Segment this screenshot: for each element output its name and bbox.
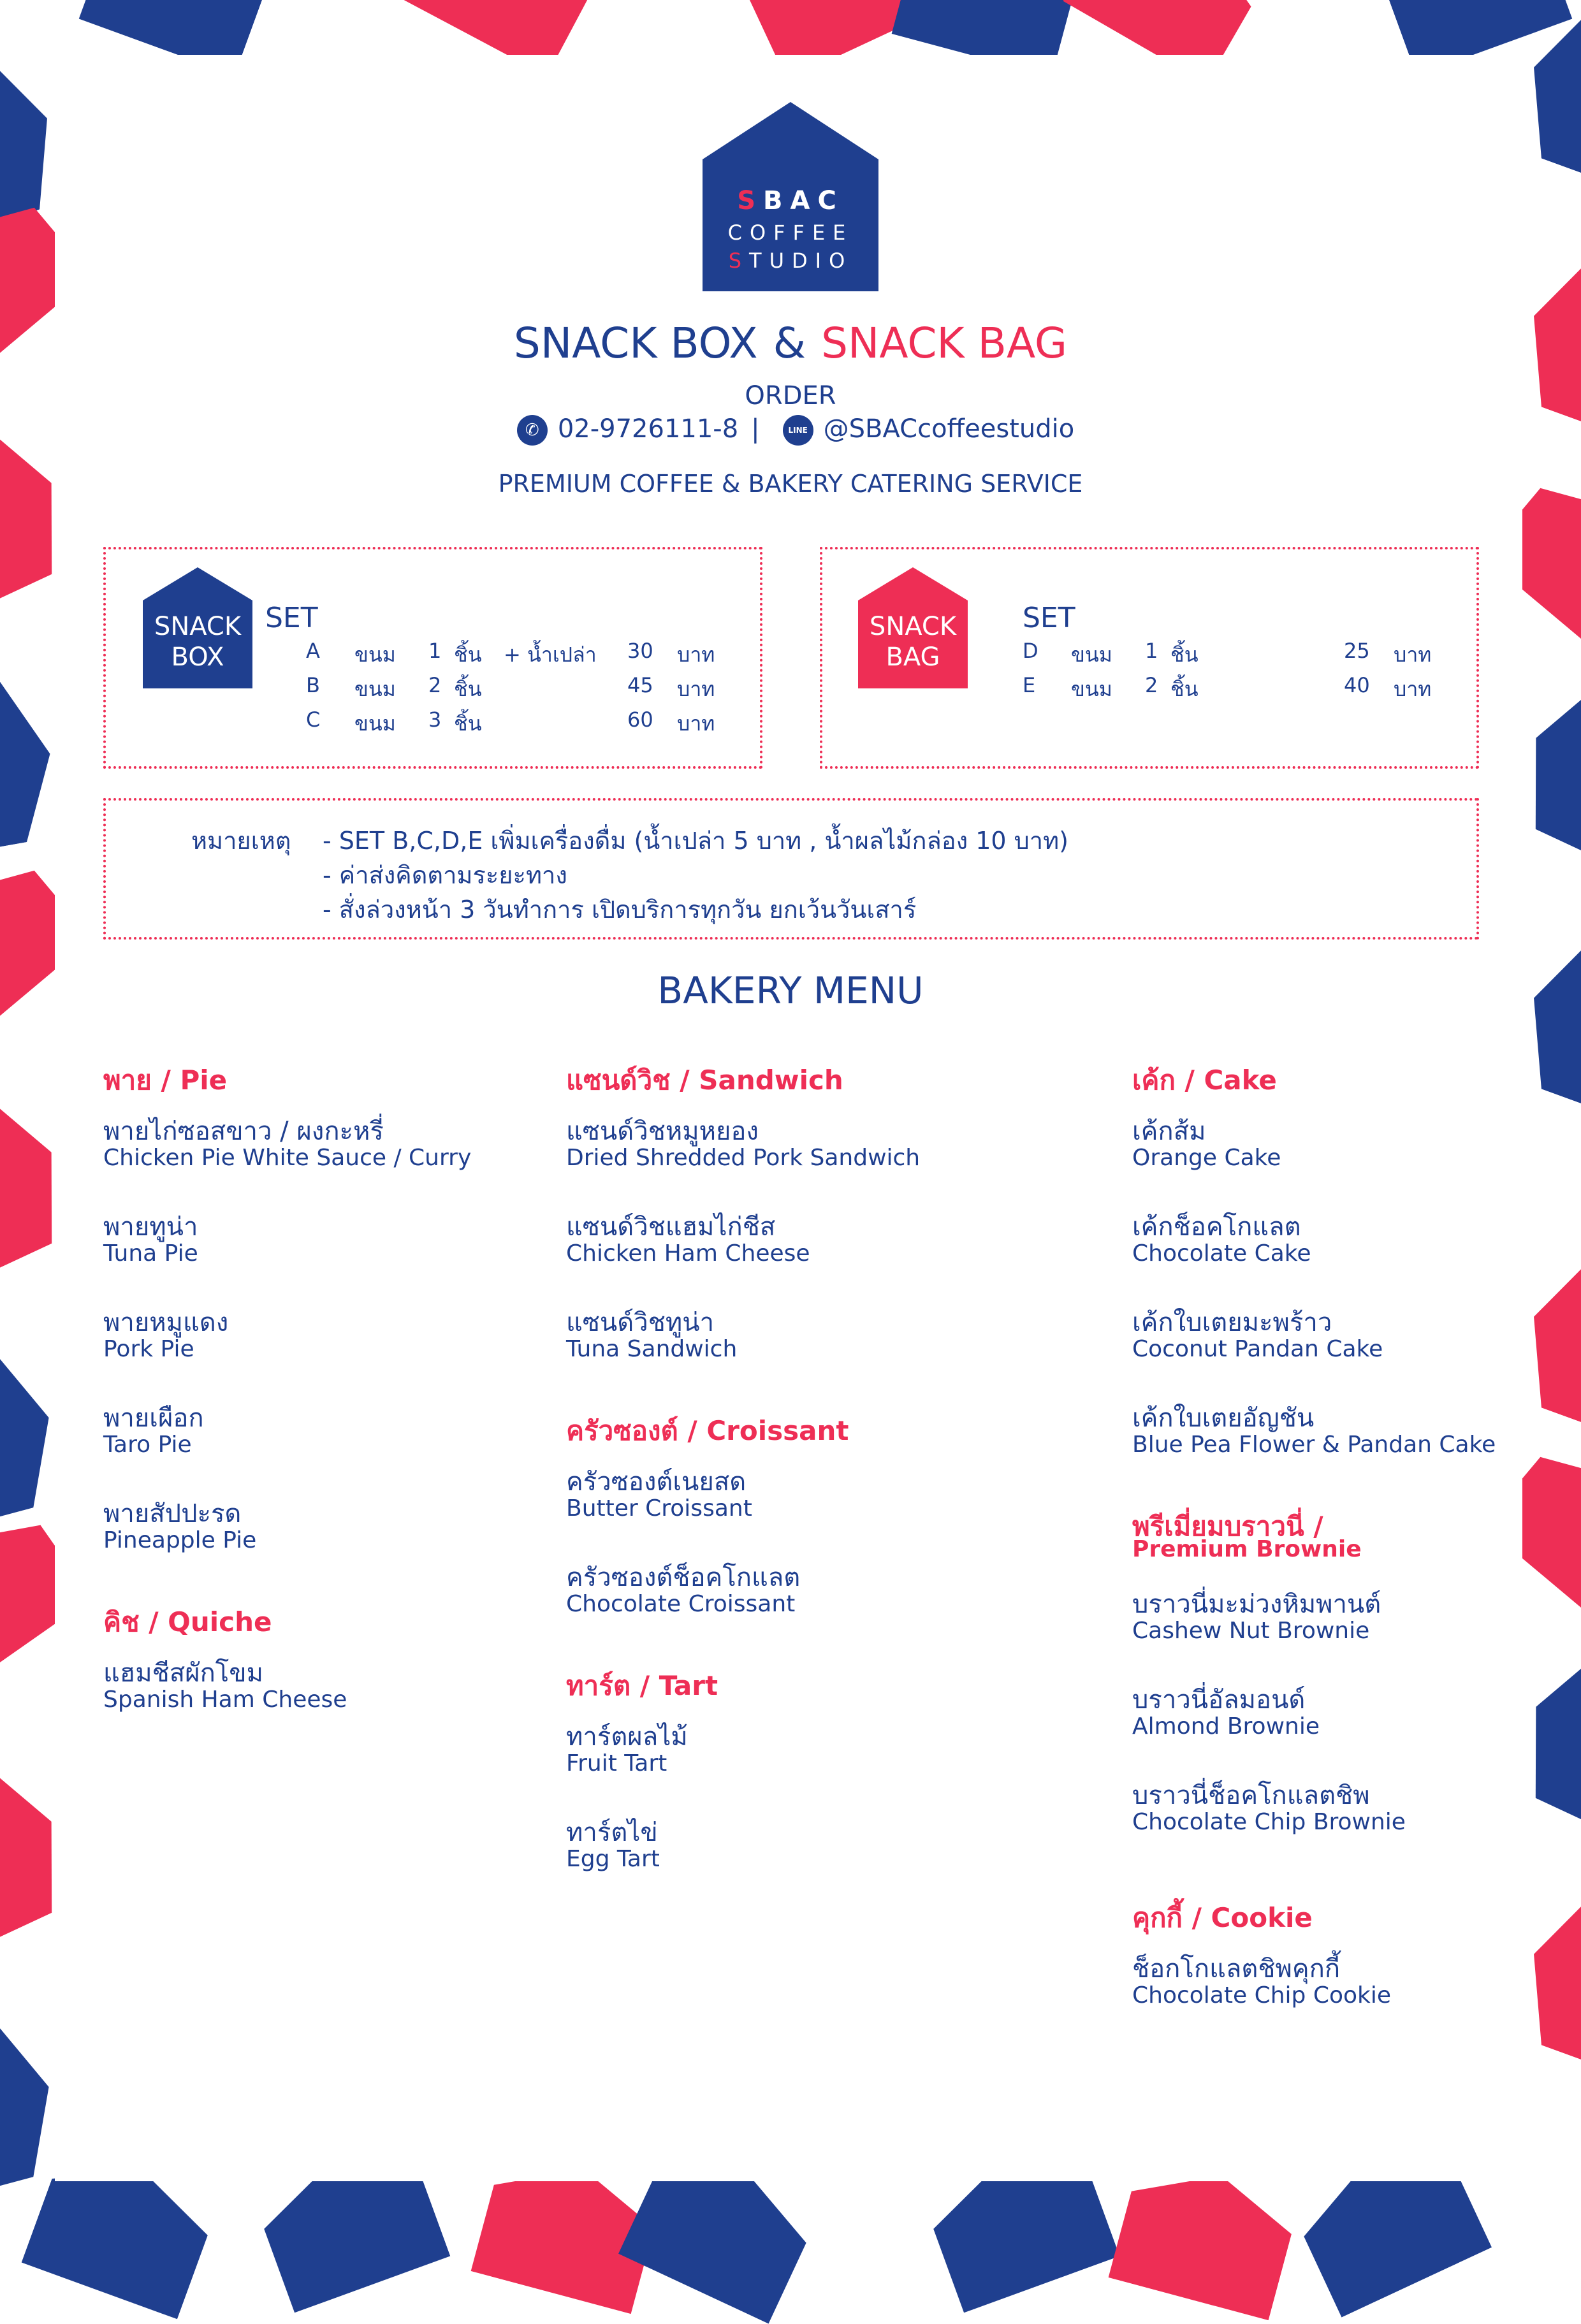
- menu-item-en: Cashew Nut Brownie: [1132, 1618, 1370, 1644]
- set-item: ขนม: [354, 677, 396, 701]
- menu-item-th: บราวนี่มะม่วงหิมพานต์: [1132, 1590, 1381, 1619]
- category-brownie-title: พรีเมี่ยมบราวนี่ /: [1132, 1511, 1323, 1542]
- phone-icon: ✆: [517, 415, 548, 446]
- set-unit: ชิ้น: [1170, 677, 1198, 701]
- category-tart-title: ทาร์ต / Tart: [566, 1670, 718, 1701]
- contact-separator: |: [751, 414, 760, 444]
- note-line: - สั่งล่วงหน้า 3 วันทำการ เปิดบริการทุกวัน ยกเว้นวันเสาร์: [323, 896, 917, 924]
- set-code: C: [306, 708, 321, 732]
- menu-item-en: Taro Pie: [103, 1432, 192, 1458]
- menu-item-en: Egg Tart: [566, 1846, 660, 1872]
- set-currency: บาท: [677, 643, 715, 667]
- snack-box-set-label: SET: [265, 602, 318, 634]
- set-price: 30: [627, 639, 653, 663]
- menu-item-th: แฮมชีสผักโขม: [103, 1659, 263, 1688]
- menu-item-en: Chicken Ham Cheese: [566, 1240, 810, 1267]
- set-item: ขนม: [1071, 643, 1112, 667]
- set-unit: ชิ้น: [454, 643, 482, 667]
- set-qty: 2: [428, 673, 442, 697]
- menu-item-en: Spanish Ham Cheese: [103, 1687, 347, 1713]
- menu-item-th: เค้กส้ม: [1132, 1117, 1206, 1146]
- set-unit: ชิ้น: [1170, 643, 1198, 667]
- menu-item-th: เค้กช็อคโกแลต: [1132, 1212, 1301, 1242]
- logo-rest-letters: TUDIO: [749, 249, 853, 273]
- category-croissant-title: ครัวซองต์ / Croissant: [566, 1415, 849, 1446]
- menu-item-en: Coconut Pandan Cake: [1132, 1336, 1383, 1362]
- contact-row: [0, 414, 1581, 446]
- logo-line-3: [703, 249, 878, 273]
- bakery-menu-title: BAKERY MENU: [657, 969, 924, 1012]
- menu-item-th: แซนด์วิชทูน่า: [566, 1308, 715, 1337]
- menu-item-en: Pineapple Pie: [103, 1527, 257, 1553]
- menu-item-th: ทาร์ตผลไม้: [566, 1722, 688, 1752]
- menu-item-en: Chocolate Croissant: [566, 1591, 796, 1617]
- menu-item-th: พายสัปปะรด: [103, 1499, 242, 1529]
- snack-box-badge-line1: SNACK: [154, 612, 242, 641]
- snack-bag-row: [0, 639, 1581, 667]
- tagline: PREMIUM COFFEE & BAKERY CATERING SERVICE: [498, 470, 1083, 498]
- logo-line-1: [703, 186, 878, 215]
- title-amp: &: [773, 319, 806, 368]
- menu-item-en: Orange Cake: [1132, 1145, 1281, 1171]
- snack-bag-badge: [858, 567, 968, 688]
- menu-item-th: บราวนี่อัลมอนด์: [1132, 1685, 1306, 1715]
- menu-item-th: บราวนี่ช็อคโกแลตชิพ: [1132, 1781, 1370, 1810]
- menu-item-th: พายหมูแดง: [103, 1308, 229, 1337]
- menu-item-en: Fruit Tart: [566, 1750, 667, 1776]
- set-qty: 1: [1145, 639, 1158, 663]
- menu-item-th: แซนด์วิชแฮมไก่ชีส: [566, 1212, 776, 1242]
- notes-label: หมายเหตุ: [191, 827, 291, 855]
- menu-item-th: ครัวซองต์ช็อคโกแลต: [566, 1563, 801, 1592]
- menu-item-en: Butter Croissant: [566, 1495, 752, 1521]
- logo-rest-letters: BAC: [763, 186, 844, 215]
- snack-bag-badge-line1: SNACK: [869, 612, 957, 641]
- set-qty: 1: [428, 639, 442, 663]
- menu-item-en: Chicken Pie White Sauce / Curry: [103, 1145, 472, 1171]
- menu-item-en: Chocolate Chip Brownie: [1132, 1809, 1406, 1835]
- set-code: E: [1023, 673, 1036, 697]
- menu-item-en: Dried Shredded Pork Sandwich: [566, 1145, 921, 1171]
- logo-accent-letter: S: [728, 249, 750, 273]
- title-snack-bag: SNACK BAG: [821, 319, 1068, 368]
- category-pie-title: พาย / Pie: [103, 1064, 228, 1096]
- menu-item-en: Tuna Sandwich: [566, 1336, 738, 1362]
- menu-item-en: Chocolate Cake: [1132, 1240, 1311, 1267]
- order-label: ORDER: [745, 381, 836, 410]
- menu-item-th: พายไก่ซอสขาว / ผงกะหรี่: [103, 1117, 384, 1146]
- page-title: [0, 319, 1581, 368]
- menu-item-th: เค้กใบเตยมะพร้าว: [1132, 1308, 1332, 1337]
- category-cake-title: เค้ก / Cake: [1132, 1064, 1277, 1096]
- menu-item-en: Tuna Pie: [103, 1240, 198, 1267]
- menu-item-en: Almond Brownie: [1132, 1713, 1320, 1739]
- menu-item-th: แซนด์วิชหมูหยอง: [566, 1117, 759, 1146]
- title-snack-box: SNACK BOX: [513, 319, 758, 368]
- set-price: 40: [1344, 673, 1370, 697]
- logo-accent-letter: S: [737, 186, 763, 215]
- menu-item-th: พายเผือก: [103, 1404, 204, 1433]
- set-code: A: [306, 639, 320, 663]
- menu-item-th: เค้กใบเตยอัญชัน: [1132, 1404, 1315, 1433]
- snack-box-badge-line2: BOX: [171, 643, 224, 672]
- set-item: ขนม: [354, 643, 396, 667]
- menu-item-en: Pork Pie: [103, 1336, 194, 1362]
- set-qty: 3: [428, 708, 442, 732]
- set-qty: 2: [1145, 673, 1158, 697]
- set-price: 25: [1344, 639, 1370, 663]
- menu-item-en: Blue Pea Flower & Pandan Cake: [1132, 1432, 1496, 1458]
- note-line: - ค่าส่งคิดตามระยะทาง: [323, 861, 567, 889]
- note-line: - SET B,C,D,E เพิ่มเครื่องดื่ม (น้ำเปล่า 5 บาท , น้ำผลไม้กล่อง 10 บาท): [323, 827, 1068, 855]
- menu-item-en: Chocolate Chip Cookie: [1132, 1982, 1392, 2008]
- set-code: B: [306, 673, 320, 697]
- set-item: ขนม: [354, 711, 396, 736]
- menu-item-th: ทาร์ตไข่: [566, 1818, 658, 1847]
- sbac-logo: [703, 102, 878, 291]
- category-quiche-title: คิช / Quiche: [103, 1606, 272, 1638]
- snack-box-badge: [143, 567, 252, 688]
- line-chat-icon: LINE: [783, 415, 813, 446]
- set-code: D: [1023, 639, 1038, 663]
- set-item: ขนม: [1071, 677, 1112, 701]
- set-unit: ชิ้น: [454, 711, 482, 736]
- phone-number[interactable]: 02-9726111-8: [557, 414, 739, 444]
- category-cookie-title: คุกกี้ / Cookie: [1132, 1902, 1313, 1933]
- set-unit: ชิ้น: [454, 677, 482, 701]
- menu-item-th: พายทูน่า: [103, 1212, 198, 1242]
- snack-bag-badge-line2: BAG: [885, 643, 940, 672]
- menu-item-th: ช็อกโกแลตชิพคุกกี้: [1132, 1954, 1341, 1984]
- category-brownie-subtitle: Premium Brownie: [1132, 1536, 1362, 1562]
- logo-line-2: COFFEE: [727, 221, 854, 245]
- menu-item-th: ครัวซองต์เนยสด: [566, 1467, 747, 1497]
- set-currency: บาท: [1394, 677, 1432, 701]
- set-price: 45: [627, 673, 653, 697]
- snack-bag-set-label: SET: [1023, 602, 1075, 634]
- set-currency: บาท: [677, 677, 715, 701]
- snack-bag-row: [0, 673, 1581, 699]
- set-currency: บาท: [677, 711, 715, 736]
- category-sandwich-title: แซนด์วิช / Sandwich: [566, 1064, 843, 1096]
- set-extra: + น้ำเปล่า: [504, 643, 597, 667]
- line-id[interactable]: @SBACcoffeestudio: [823, 414, 1075, 444]
- set-currency: บาท: [1394, 643, 1432, 667]
- set-price: 60: [627, 708, 653, 732]
